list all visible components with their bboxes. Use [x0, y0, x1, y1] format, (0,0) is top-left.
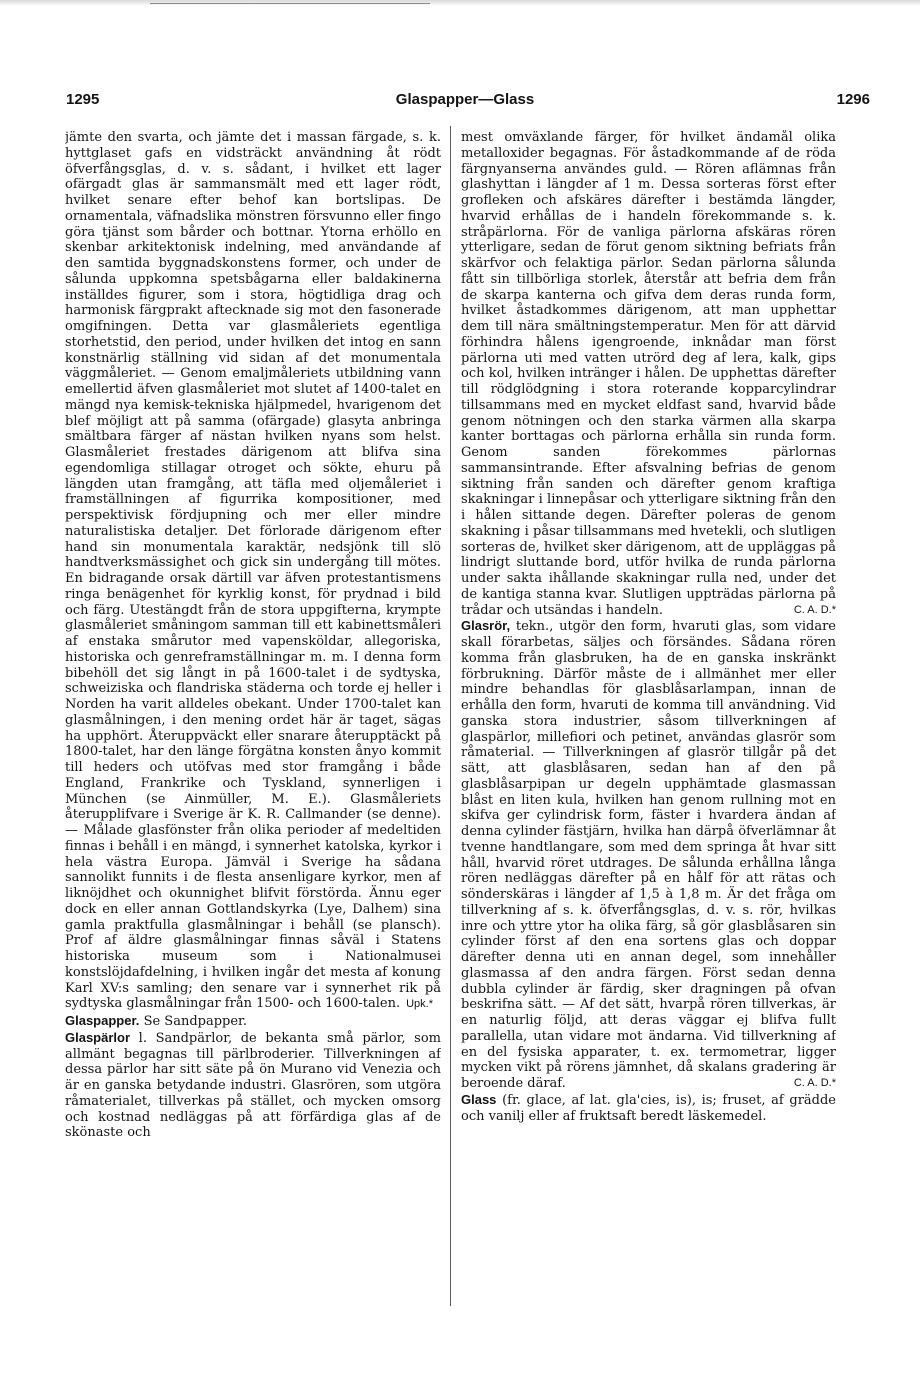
entry-glasror — [461, 618, 836, 1092]
entry-headword: Glasrör, — [461, 618, 511, 634]
entry-glasparlor — [65, 1030, 441, 1141]
author-signature: C. A. D.* — [793, 1077, 836, 1089]
entry-headword: Glaspapper. — [65, 1013, 140, 1028]
column-divider — [450, 126, 451, 1306]
running-head — [60, 91, 870, 113]
right-column — [461, 130, 836, 1390]
entry-text: (fr. glace, af lat. gla'cies, is), is; fruset, af grädde och vanilj eller af fruktsaft beredt läskemedel. — [461, 1092, 836, 1124]
left-page-number: 1295 — [66, 91, 100, 108]
glasparlor-continuation — [461, 130, 836, 618]
scan-edge — [0, 0, 920, 6]
entry-headword: Glass — [461, 1091, 497, 1107]
glasparlor-text: mest omväxlande färger, för hvilket ändamål olika metalloxider begagnas. För åstadkommande af de röda färgnyanserna användes guld. — Rören aflämnas från glashyttan i längder af 1 m. Dessa sorteras först efter grofleken och afskäres därefter i bestämda längder, hvarvid erhållas de i handeln förekommande s. k. stråpärlorna. För de vanliga pärlorna afskäras rören ytterligare, sedan de förut genom siktning befriats från skärfvor och felaktiga pärlor. Sedan pärlorna sålunda fått sin tillbörliga storlek, återstår att befria dem från de skarpa kanterna och gifva dem deras runda form, hvilket åstadkommes därigenom, att man upphettar dem till nära smältningstemperatur. Men för att därvid förhindra hålens igengroende, inknådar man först pärlorna uti med vatten utrörd deg af lera, kalk, gips och kol, hvilken intränger i hålen. De upphettas därefter till rödglödgning i stora roterande kopparcylindrar tillsammans med en mycket eldfast sand, hvarvid både genom nötningen och den starka värmen alla skarpa kanter borttagas och pärlorna erhålla sin runda form. Genom sanden förekommes pärlornas sammansintrande. Efter afsvalning befrias de genom siktning från sanden och därefter genom kraftiga skakningar i linnepåsar och ytterligare siktning från den i hålen sittande degen. Därefter poleras de genom skakning i påsar tillsammans med hvetekli, och slutligen sorteras de, hvilket sker därigenom, att de uppläggas på lindrigt sluttande bord, utför hvilka de runda pärlorna under sakta ihållande skakningar rulla ned, under det de kantiga stanna kvar. Slutligen uppträdas pärlorna på trådar och utsändas i handeln. — [461, 130, 836, 618]
author-signature: C. A. D.* — [793, 603, 836, 616]
author-signature: Upk.* — [406, 998, 434, 1011]
entry-text: Se Sandpapper. — [143, 1014, 247, 1029]
left-column — [65, 130, 441, 1390]
entry-headword: Glaspärlor — [65, 1029, 131, 1045]
top-rule — [150, 3, 430, 4]
entry-text: l. Sandpärlor, de bekanta små pärlor, som allmänt begagnas till pärlbroderier. Tillverkningen af dessa pärlor har sitt säte på ön Murano vid Venezia och är en ganska betydande industri. Glasrören, som utgöra råmaterialet, tillverkas på stället, och mycken omsorg och kostnad nedläggas på att förfärdiga glas af de skönaste och — [65, 1030, 441, 1141]
running-title: Glaspapper—Glass — [395, 91, 535, 108]
right-page-number: 1296 — [836, 91, 870, 108]
entry-text: tekn., utgör den form, hvaruti glas, som vidare skall förarbetas, säljes och försändes. Sådana rören komma från glasbruken, ha de en ganska inskränkt förbrukning. Därför måste de i allmänhet mer eller mindre behandlas för glasblåsarlampan, innan de erhålla den form, hvaruti de komma till användning. Vid ganska stora industrier, såsom tillverkningen af glaspärlor, millefiori och petinet, användas glasrör som råmaterial. — Tillverkningen af glasrör tillgår på det sätt, att glasblåsaren, sedan han af den på glasblåsarpipan ur degeln upphämtade glasmassan blåst en liten kula, hvilken han genom rullning mot en skifva ger cylindrisk form, fäster i hvardera ändan af denna cylinder fästjärn, hvilka han därpå öfverlämnar åt tvenne handtlangare, som med dem springa åt hvar sitt håll, hvarvid röret utdrages. De sålunda erhållna långa rören nedläggas därefter på en hålf för att rätas och sönderskäras i längder af 1,5 à 1,8 m. Är det fråga om tillverkning af s. k. öfverfångsglas, d. v. s. rör, hvilkas inre och yttre ytor ha olika färg, så gör glasblåsaren sin cylinder först af den ena sortens glas och doppar därefter denna uti en annan degel, som innehåller glasmassa af den andra färgen. Först sedan denna dubbla cylinder är färdig, sker dragningen på ofvan beskrifna sätt. — Af det sätt, hvarpå rören tillverkas, är en naturlig följd, att deras väggar ej blifva fullt parallella, utan vidare mot ändarna. Vid tillverkning af en del fysiska apparater, t. ex. termometrar, ligger mycken vikt på rörens jämnhet, då skalans gradering är beroende däraf. — [461, 619, 836, 1091]
entry-glass — [461, 1092, 836, 1125]
glasmalning-continuation — [65, 130, 441, 1013]
entry-glaspapper — [65, 1013, 441, 1030]
glasmalning-text: jämte den svarta, och jämte det i massan färgade, s. k. hyttglaset gafs en vidsträckt användning åt rödt öfverfångsglas, d. v. s. sådant, i hvilket ett lager ofärgadt glas är sammansmält med ett lager rödt, hvilket senare efter behof kan bortslipas. De ornamentala, väfnadslika mönstren försvunno eller fingo göra tjänst som bårder och bottnar. Ytorna erhöllo en skenbar arkitektonisk indelning, med användande af den samtida byggnadskonstens former, och under de sålunda uppkomna spetsbågarna eller baldakinerna inställdes figurer, som i stora, högtidliga drag och harmonisk färgprakt aftecknade sig mot den fasonerade omgifningen. Detta var glasmåleriets egentliga storhetstid, den period, under hvilken det intog en sann konstnärlig ställning vid sidan af det monumentala väggmåleriet. — Genom emaljmåleriets utbildning vann emellertid äfven glasmåleriet mot slutet af 1400-talet en mängd nya kemisk-tekniska hjälpmedel, hvarigenom det blef möjligt att på samma (ofärgade) glasyta anbringa smältbara färger af nästan hvilken nyans som helst. Glasmåleriet frestades därigenom att blifva sina egendomliga stillagar otroget och sökte, ehuru på längden utan framgång, att täfla med oljemåleriet i framställningen af figurrika kompositioner, med perspektivisk fördjupning och mer eller mindre naturalistiska detaljer. Det förlorade därigenom efter hand sin monumentala karaktär, nedsjönk till slö handtverksmässighet och gick sin undergång till mötes. En bidragande orsak därtill var äfven protestantismens ringa benägenhet för kyrklig konst, för prydnad i bild och färg. Utestängdt från de stora uppgifterna, krympte glasmåleriet småningom samman till ett kabinettsmåleri af enstaka smårutor med vapensköldar, allegoriska, historiska och genreframställningar m. m. I denna form bibehöll det sig långt in på 1600-talet i de sydtyska, schweiziska och flandriska städerna och torde ej heller i Norden ha varit alldeles obekant. Under 1700-talet kan glasmålningen, i den mening ordet här är taget, sägas ha upphört. Återuppväckt eller snarare återupptäckt på 1800-talet, har den länge förgätna konsten ånyo kommit till heders och utöfvas med stor framgång i både England, Frankrike och Tyskland, synnerligen i München (se Ainmüller, M. E.). Glasmåleriets återupplifvare i Sverige är K. R. Callmander (se denne). — Målade glasfönster från olika perioder af medeltiden finnas i behåll i en mängd, i synnerhet katolska, kyrkor i hela västra Europa. Jämväl i Sverige ha sådana sannolikt funnits i de flesta ansenligare kyrkor, men af liknöjdhet och okunnighet blifvit förstörda. Ännu eger dock en eller annan Gottlandskyrka (Lye, Dalhem) sina gamla praktfulla glasmålningar i behåll (se plansch). Prof af äldre glasmålningar finnas såväl i Statens historiska museum som i Nationalmusei konstslöjdafdelning, i hvilken ingår det mesta af konung Karl XV:s samling; den senare var i synnerhet rik på sydtyska glasmålningar från 1500- och 1600-talen. — [65, 130, 441, 1012]
